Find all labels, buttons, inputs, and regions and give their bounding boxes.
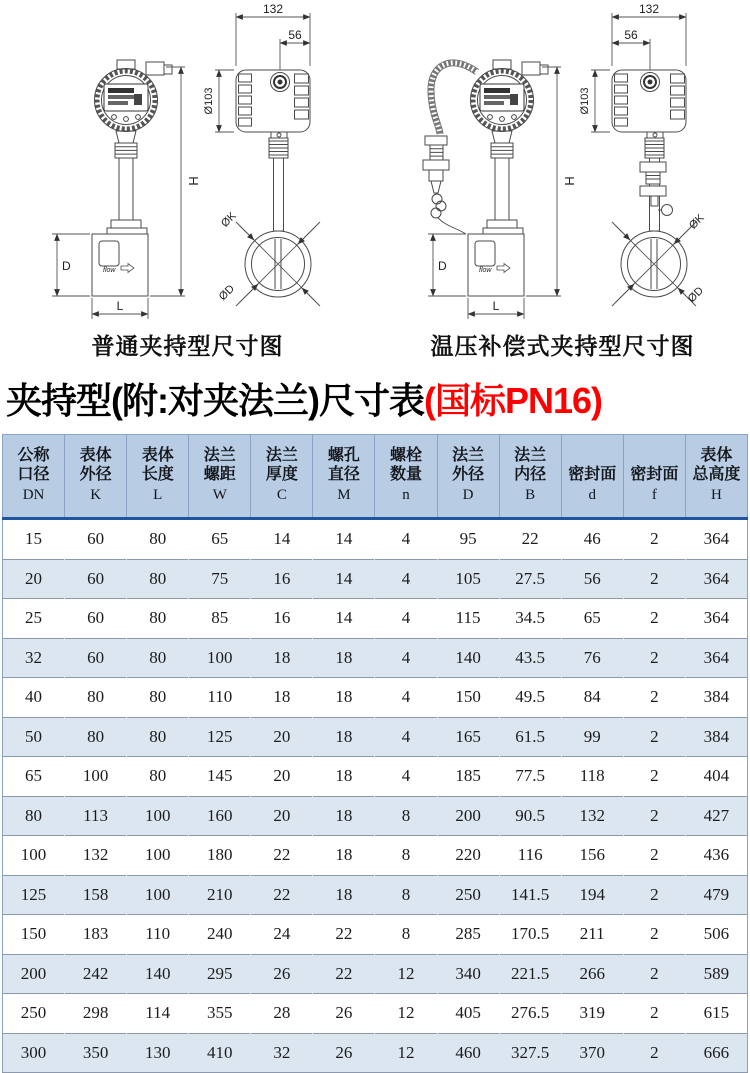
column-header-line: 数量 — [390, 466, 423, 483]
table-cell: 18 — [313, 757, 375, 797]
table-cell: 80 — [127, 638, 189, 678]
column-header-line: 口径 — [17, 466, 50, 483]
column-header-line — [624, 446, 685, 466]
dim-dia103-label: Ø103 — [579, 87, 591, 115]
column-symbol: C — [276, 486, 287, 503]
dim-d-label: D — [62, 259, 71, 273]
column-header — [313, 435, 375, 519]
table-cell: 319 — [561, 994, 623, 1034]
table-cell: 589 — [685, 954, 747, 994]
body-window — [99, 241, 119, 266]
table-cell: 60 — [65, 599, 127, 639]
neck — [116, 131, 136, 143]
table-cell: 113 — [65, 796, 127, 836]
column-symbol: d — [588, 486, 596, 503]
table-cell: 150 — [3, 915, 65, 955]
table-cell: 125 — [189, 717, 251, 757]
table-cell: 18 — [313, 717, 375, 757]
column-symbol: f — [651, 486, 657, 503]
table-cell: 14 — [313, 559, 375, 599]
table-cell: 185 — [437, 757, 499, 797]
table-cell: 2 — [623, 994, 685, 1034]
table-cell: 405 — [437, 994, 499, 1034]
table-cell: 77.5 — [499, 757, 561, 797]
column-symbol: M — [337, 486, 351, 503]
table-cell: 114 — [127, 994, 189, 1034]
dimension-table — [2, 434, 748, 1073]
table-cell: 4 — [375, 638, 437, 678]
cable-connector — [146, 62, 164, 75]
table-cell: 200 — [437, 796, 499, 836]
head-cap — [493, 60, 511, 69]
dimension-port-width — [280, 28, 310, 70]
table-cell: 295 — [189, 954, 251, 994]
table-cell: 80 — [3, 796, 65, 836]
table-cell: 26 — [313, 1033, 375, 1073]
table-cell: 25 — [3, 599, 65, 639]
table-cell: 95 — [437, 519, 499, 560]
dim-l-label: L — [492, 299, 500, 313]
table-cell: 165 — [437, 717, 499, 757]
housing — [236, 70, 310, 132]
drawing-normal-clamp — [52, 2, 320, 319]
column-symbol: L — [153, 486, 163, 503]
table-cell: 141.5 — [499, 875, 561, 915]
table-cell: 140 — [127, 954, 189, 994]
table-cell: 18 — [313, 638, 375, 678]
table-cell: 12 — [375, 954, 437, 994]
dim-56-label: 56 — [288, 28, 302, 42]
column-header — [251, 435, 313, 519]
dimension-housing-dia — [579, 70, 610, 132]
table-row — [3, 717, 748, 757]
column-header-line: 法兰 — [452, 446, 485, 464]
table-cell: 364 — [685, 638, 747, 678]
table-cell: 4 — [375, 559, 437, 599]
table-cell: 2 — [623, 717, 685, 757]
table-cell: 22 — [251, 875, 313, 915]
table-cell: 20 — [3, 559, 65, 599]
dimension-housing-dia — [203, 70, 234, 132]
table-row — [3, 519, 748, 560]
column-symbol: H — [711, 486, 722, 503]
dim-h-label: H — [186, 176, 201, 186]
table-row — [3, 638, 748, 678]
table-cell: 506 — [685, 915, 747, 955]
column-header-line: 外径 — [452, 466, 485, 483]
dimension-body-length — [468, 298, 524, 319]
table-cell: 80 — [65, 717, 127, 757]
table-cell: 65 — [189, 519, 251, 560]
table-cell: 350 — [65, 1033, 127, 1073]
table-cell: 150 — [437, 678, 499, 718]
table-cell: 18 — [313, 875, 375, 915]
dim-k-label: ØK — [687, 212, 707, 232]
table-cell: 266 — [561, 954, 623, 994]
table-cell: 40 — [3, 678, 65, 718]
column-symbol: D — [462, 486, 474, 503]
meter-body — [468, 234, 524, 296]
table-cell: 15 — [3, 519, 65, 560]
table-cell: 18 — [313, 796, 375, 836]
table-row — [3, 875, 748, 915]
table-cell: 2 — [623, 519, 685, 560]
table-cell: 156 — [561, 836, 623, 876]
table-cell: 12 — [375, 1033, 437, 1073]
table-cell: 8 — [375, 796, 437, 836]
flowmeter-drawings — [0, 0, 750, 328]
neck — [492, 131, 512, 143]
table-cell: 2 — [623, 678, 685, 718]
table-cell: 100 — [189, 638, 251, 678]
flow-label: flow — [103, 267, 116, 274]
table-cell: 49.5 — [499, 678, 561, 718]
table-cell: 90.5 — [499, 796, 561, 836]
column-header — [127, 435, 189, 519]
header-row — [3, 435, 748, 519]
body-window — [475, 241, 495, 266]
table-cell: 355 — [189, 994, 251, 1034]
column-symbol: n — [402, 486, 410, 503]
table-cell: 2 — [623, 796, 685, 836]
table-cell: 60 — [65, 559, 127, 599]
table-cell: 46 — [561, 519, 623, 560]
table-cell: 80 — [127, 519, 189, 560]
drawing-temp-pressure-clamp — [423, 2, 707, 319]
table-cell: 2 — [623, 836, 685, 876]
dimension-body-depth — [428, 234, 466, 296]
table-cell: 130 — [127, 1033, 189, 1073]
column-header-line: 螺孔 — [327, 446, 360, 464]
table-cell: 16 — [251, 599, 313, 639]
head-cap — [117, 60, 135, 69]
table-cell: 65 — [561, 599, 623, 639]
table-cell: 298 — [65, 994, 127, 1034]
title-main: 夹持型(附:对夹法兰)尺寸表 — [6, 379, 424, 421]
column-header-line: 螺栓 — [390, 446, 423, 464]
table-cell: 16 — [251, 559, 313, 599]
flow-arrow-icon — [497, 264, 510, 273]
table-cell: 18 — [313, 836, 375, 876]
table-cell: 340 — [437, 954, 499, 994]
dim-l-label: L — [116, 299, 124, 313]
column-header-line: 密封面 — [568, 466, 617, 483]
column-header-line — [562, 446, 623, 466]
lifting-ring — [662, 205, 673, 216]
dim-k-label: ØK — [219, 210, 239, 230]
table-cell: 22 — [499, 519, 561, 560]
table-cell: 14 — [313, 519, 375, 560]
table-cell: 20 — [251, 796, 313, 836]
column-header — [375, 435, 437, 519]
column-header — [685, 435, 747, 519]
table-cell: 110 — [189, 678, 251, 718]
sensor-hex-nut — [640, 186, 666, 196]
table-cell: 32 — [3, 638, 65, 678]
table-cell: 615 — [685, 994, 747, 1034]
table-cell: 18 — [313, 678, 375, 718]
cable-connector — [522, 62, 540, 75]
table-cell: 364 — [685, 559, 747, 599]
stem — [119, 158, 133, 220]
table-cell: 60 — [65, 638, 127, 678]
table-row — [3, 1033, 748, 1073]
table-cell: 75 — [189, 559, 251, 599]
table-cell: 85 — [189, 599, 251, 639]
table-cell: 110 — [127, 915, 189, 955]
dim-132-label: 132 — [638, 2, 660, 16]
table-cell: 80 — [65, 678, 127, 718]
table-cell: 460 — [437, 1033, 499, 1073]
column-header — [3, 435, 65, 519]
table-cell: 76 — [561, 638, 623, 678]
flow-label: flow — [479, 267, 492, 274]
table-cell: 2 — [623, 1033, 685, 1073]
table-cell: 364 — [685, 519, 747, 560]
table-cell: 242 — [65, 954, 127, 994]
table-cell: 27.5 — [499, 559, 561, 599]
table-cell: 327.5 — [499, 1033, 561, 1073]
page-title — [0, 362, 750, 434]
table-cell: 666 — [685, 1033, 747, 1073]
table-cell: 20 — [251, 717, 313, 757]
table-cell: 4 — [375, 599, 437, 639]
table-cell: 24 — [251, 915, 313, 955]
table-cell: 100 — [127, 836, 189, 876]
caption-normal-clamp: 普通夹持型尺寸图 — [91, 333, 284, 359]
table-cell: 479 — [685, 875, 747, 915]
column-symbol: W — [212, 486, 227, 503]
table-cell: 22 — [313, 954, 375, 994]
stem — [495, 158, 509, 220]
dimension-top-width — [612, 2, 686, 66]
table-cell: 8 — [375, 915, 437, 955]
table-cell: 26 — [251, 954, 313, 994]
table-cell: 32 — [251, 1033, 313, 1073]
table-cell: 118 — [561, 757, 623, 797]
table-cell: 80 — [127, 678, 189, 718]
column-header — [499, 435, 561, 519]
table-row — [3, 836, 748, 876]
table-cell: 160 — [189, 796, 251, 836]
table-cell: 2 — [623, 599, 685, 639]
table-cell: 50 — [3, 717, 65, 757]
table-row — [3, 796, 748, 836]
column-header-line: 直径 — [327, 466, 360, 483]
column-header-line: 螺距 — [203, 466, 236, 483]
column-header-line: 密封面 — [630, 466, 679, 483]
title-highlight: (国标PN16) — [423, 379, 602, 421]
table-cell: 170.5 — [499, 915, 561, 955]
column-header-line: 表体 — [700, 446, 733, 464]
table-cell: 18 — [251, 678, 313, 718]
table-cell: 43.5 — [499, 638, 561, 678]
table-cell: 12 — [375, 994, 437, 1034]
column-header-line: 表体 — [141, 446, 174, 464]
column-symbol: K — [90, 486, 102, 503]
table-cell: 4 — [375, 757, 437, 797]
table-cell: 18 — [251, 638, 313, 678]
table-cell: 384 — [685, 717, 747, 757]
dim-132-label: 132 — [262, 2, 284, 16]
table-row — [3, 915, 748, 955]
table-cell: 2 — [623, 757, 685, 797]
table-cell: 2 — [623, 915, 685, 955]
table-cell: 250 — [437, 875, 499, 915]
table-cell: 427 — [685, 796, 747, 836]
table-cell: 240 — [189, 915, 251, 955]
table-cell: 200 — [3, 954, 65, 994]
table-row — [3, 678, 748, 718]
table-cell: 2 — [623, 638, 685, 678]
table-row — [3, 954, 748, 994]
table-cell: 194 — [561, 875, 623, 915]
table-cell: 404 — [685, 757, 747, 797]
table-cell: 132 — [65, 836, 127, 876]
table-cell: 80 — [127, 559, 189, 599]
table-cell: 22 — [313, 915, 375, 955]
table-cell: 2 — [623, 559, 685, 599]
column-header-line: 长度 — [141, 466, 174, 483]
table-cell: 250 — [3, 994, 65, 1034]
table-cell: 140 — [437, 638, 499, 678]
column-header-line: 厚度 — [265, 466, 298, 483]
table-cell: 80 — [127, 599, 189, 639]
dimension-body-length — [92, 298, 148, 319]
table-cell: 80 — [127, 717, 189, 757]
column-header — [65, 435, 127, 519]
table-body — [3, 519, 748, 1073]
front-view — [92, 60, 172, 296]
table-row — [3, 994, 748, 1034]
side-view — [217, 70, 320, 306]
table-cell: 2 — [623, 875, 685, 915]
column-header-line: 法兰 — [514, 446, 547, 464]
table-cell: 100 — [65, 757, 127, 797]
dim-h-label: H — [562, 176, 577, 186]
meter-body — [92, 234, 148, 296]
dimension-port-width — [612, 28, 650, 70]
dim-od-label: ØD — [685, 284, 706, 305]
sensor-hex-nut — [640, 162, 666, 172]
column-header-line: 内径 — [514, 466, 547, 483]
column-symbol: B — [525, 486, 536, 503]
table-cell: 116 — [499, 836, 561, 876]
column-header-line: 法兰 — [265, 446, 298, 464]
table-row — [3, 599, 748, 639]
table-cell: 100 — [127, 796, 189, 836]
table-row — [3, 559, 748, 599]
column-header-line: 表体 — [79, 446, 112, 464]
table-cell: 84 — [561, 678, 623, 718]
table-cell: 22 — [251, 836, 313, 876]
table-cell: 370 — [561, 1033, 623, 1073]
table-cell: 132 — [561, 796, 623, 836]
table-cell: 100 — [127, 875, 189, 915]
table-cell: 158 — [65, 875, 127, 915]
table-cell: 180 — [189, 836, 251, 876]
table-cell: 145 — [189, 757, 251, 797]
column-header — [189, 435, 251, 519]
table-cell: 210 — [189, 875, 251, 915]
table-row — [3, 757, 748, 797]
column-header-line: 公称 — [17, 446, 50, 464]
table-cell: 384 — [685, 678, 747, 718]
table-cell: 61.5 — [499, 717, 561, 757]
table-cell: 115 — [437, 599, 499, 639]
table-cell: 65 — [3, 757, 65, 797]
housing — [612, 70, 686, 132]
dim-d-label: D — [438, 259, 447, 273]
table-cell: 99 — [561, 717, 623, 757]
dimension-body-depth — [52, 234, 90, 296]
column-header-line: 法兰 — [203, 446, 236, 464]
table-cell: 105 — [437, 559, 499, 599]
table-cell: 2 — [623, 954, 685, 994]
column-header — [623, 435, 685, 519]
hex-fitting — [423, 160, 449, 170]
column-header — [437, 435, 499, 519]
table-cell: 4 — [375, 678, 437, 718]
table-cell: 80 — [127, 757, 189, 797]
table-cell: 8 — [375, 875, 437, 915]
table-cell: 34.5 — [499, 599, 561, 639]
table-cell: 285 — [437, 915, 499, 955]
drawing-captions — [0, 328, 750, 362]
table-cell: 14 — [313, 599, 375, 639]
table-cell: 60 — [65, 519, 127, 560]
dim-dia103-label: Ø103 — [203, 87, 215, 115]
table-cell: 100 — [3, 836, 65, 876]
table-cell: 221.5 — [499, 954, 561, 994]
column-header — [561, 435, 623, 519]
dim-od-label: ØD — [216, 282, 237, 303]
table-cell: 276.5 — [499, 994, 561, 1034]
table-cell: 26 — [313, 994, 375, 1034]
table-cell: 125 — [3, 875, 65, 915]
table-cell: 220 — [437, 836, 499, 876]
caption-temp-pressure-clamp: 温压补偿式夹持型尺寸图 — [430, 333, 695, 359]
flow-arrow-icon — [121, 264, 134, 273]
dim-56-label: 56 — [624, 28, 638, 42]
table-cell: 211 — [561, 915, 623, 955]
side-view — [612, 70, 707, 306]
column-symbol: DN — [22, 486, 45, 503]
table-cell: 300 — [3, 1033, 65, 1073]
table-cell: 364 — [685, 599, 747, 639]
table-cell: 410 — [189, 1033, 251, 1073]
column-header-line: 外径 — [79, 466, 112, 483]
technical-drawings-section — [0, 0, 750, 328]
table-cell: 8 — [375, 836, 437, 876]
table-cell: 183 — [65, 915, 127, 955]
table-cell: 14 — [251, 519, 313, 560]
column-header-line: 总高度 — [692, 466, 741, 483]
table-cell: 4 — [375, 519, 437, 560]
table-cell: 436 — [685, 836, 747, 876]
table-cell: 20 — [251, 757, 313, 797]
table-cell: 56 — [561, 559, 623, 599]
table-cell: 4 — [375, 717, 437, 757]
table-cell: 28 — [251, 994, 313, 1034]
table-header — [3, 435, 748, 519]
